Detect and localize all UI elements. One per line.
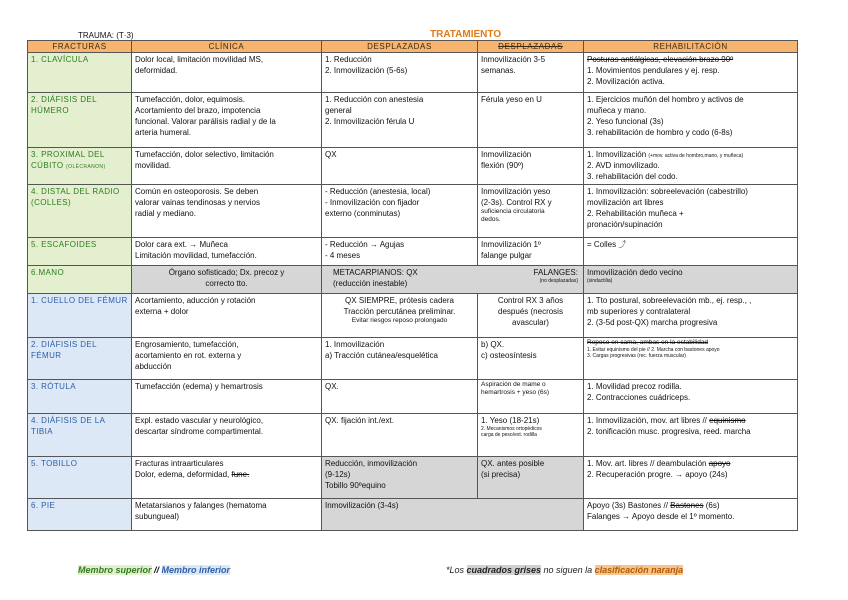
clinica-cell: Tumefacción (edema) y hemartrosis — [132, 380, 322, 414]
table-row — [28, 266, 798, 294]
col-no-desplazadas: DESPLAZADAS — [478, 41, 584, 53]
clinica-cell: Engrosamiento, tumefacción, acortamiento en rot. externa y abducción — [132, 338, 322, 380]
desplazadas-cell: 1. Inmovilización a) Tracción cutánea/esquelética — [322, 338, 478, 380]
falanges-note: (no desplazadas) — [539, 278, 578, 284]
table-row — [28, 457, 798, 499]
table-row — [28, 338, 798, 380]
col-desplazadas: DESPLAZADAS — [322, 41, 478, 53]
clinica-cell: Acortamiento, aducción y rotación externa + dolor — [132, 294, 322, 338]
fracture-name: 4. DISTAL DEL RADIO (COLLES) — [28, 185, 132, 238]
desplazadas-cell: QX SIEMPRE, prótesis cadera Tracción percutánea preliminar. Evitar riesgos reposo prolongado — [322, 294, 478, 338]
table-row — [28, 53, 798, 93]
desplazadas-cell: - Reducción → Agujas - 4 meses — [322, 238, 478, 266]
no-desplazadas-cell: b) QX. c) osteosíntesis — [478, 338, 584, 380]
fracture-name: 6. PIE — [28, 499, 132, 531]
clinica-cell: Tumefacción, dolor selectivo, limitación movilidad. — [132, 148, 322, 185]
falanges-label: FALANGES: — [533, 268, 578, 277]
desplazadas-cell: QX — [322, 148, 478, 185]
table-row — [28, 185, 798, 238]
fracture-name: 6.MANO — [28, 266, 132, 294]
fracture-name: 4. DIÁFISIS DE LA TIBIA — [28, 414, 132, 457]
clinica-cell: Metatarsianos y falanges (hematoma subungueal) — [132, 499, 322, 531]
legend-lower: Membro inferior — [161, 565, 231, 575]
fracture-name: 1. CLAVÍCULA — [28, 53, 132, 93]
fracture-name: 5. TOBILLO — [28, 457, 132, 499]
rehab-cell: 1. Inmovilización (+mov. activa de hombro,mano, y muñeca) 2. AVD inmovilizado. 3. rehabilitación del codo. — [584, 148, 798, 185]
table-row — [28, 238, 798, 266]
rehab-cell: Inmovilización dedo vecino (sindactilia) — [584, 266, 798, 294]
desplazadas-cell: QX. — [322, 380, 478, 414]
table-row — [28, 148, 798, 185]
rehab-cell: Apoyo (3s) Bastones // Bastones (6s) Falanges → Apoyo desde el 1º momento. — [584, 499, 798, 531]
fracture-name: 2. DIÁFISIS DEL FÉMUR — [28, 338, 132, 380]
desplazadas-cell: Reducción, inmovilización (9-12s) Tobillo 90ºequino — [322, 457, 478, 499]
table-row — [28, 380, 798, 414]
fractures-table — [27, 40, 798, 531]
fracture-name: 3. PROXIMAL DEL CÚBITO (OLÉCRANON) — [28, 148, 132, 185]
no-desplazadas-cell: QX. antes posible (si precisa) — [478, 457, 584, 499]
rehab-cell: 1. Mov. art. libres // deambulación apoyo 2. Recuperación progre. → apoyo (24s) — [584, 457, 798, 499]
note-orange: clasificación naranja — [594, 565, 684, 575]
metacarpianos-note: (reducción inestable) — [333, 279, 408, 288]
table-row — [28, 294, 798, 338]
clinica-cell: Dolor local, limitación movilidad MS, deformidad. — [132, 53, 322, 93]
no-desplazadas-cell: 1. Yeso (18-21s) 2. Mecanismos ortopédicos carga de peso/ext. rodilla — [478, 414, 584, 457]
rehab-cell: Posturas antiálgicas, elevación brazo 90º 1. Movimientos pendulares y ej. resp. 2. Movilización activa. — [584, 53, 798, 93]
desplazadas-cell: 1. Reducción con anestesia general 2. Inmovilización férula U — [322, 93, 478, 148]
table-row — [28, 93, 798, 148]
fracture-name: 2. DIÁFISIS DEL HÚMERO — [28, 93, 132, 148]
rehab-cell: 1. Movilidad precoz rodilla. 2. Contracciones cuádriceps. — [584, 380, 798, 414]
col-fracturas: FRACTURAS — [28, 41, 132, 53]
no-desplazadas-cell: Férula yeso en U — [478, 93, 584, 148]
desplazadas-cell: - Reducción (anestesia, local) - Inmovilización con fijador externo (conminutas) — [322, 185, 478, 238]
no-desplazadas-cell: Inmovilización flexión (90º) — [478, 148, 584, 185]
footnote: *Los cuadrados grises no siguen la clasificación naranja — [446, 565, 684, 575]
trauma-caption: TRAUMA: (T·3) — [78, 31, 134, 40]
desplazadas-cell: QX. fijación int./ext. — [322, 414, 478, 457]
rehab-cell: 1. Ejercicios muñón del hombro y activos de muñeca y mano. 2. Yeso funcional (3s) 3. rehabilitación de hombro y codo (6-8s) — [584, 93, 798, 148]
rehab-cell: Reposo en cama, ambas en la estabilidad 1. Evitar equinismo del pie // 2. Marcha con bastones apoyo 3. Cargas progresivas (rec. fuerza muscular) — [584, 338, 798, 380]
fracture-name: 5. ESCAFOIDES — [28, 238, 132, 266]
metacarpianos-label: METACARPIANOS: QX — [333, 268, 418, 277]
no-desplazadas-cell: Inmovilización 3-5 semanas. — [478, 53, 584, 93]
desplazadas-cell: 1. Reducción 2. Inmovilización (5-6s) — [322, 53, 478, 93]
table-row — [28, 499, 798, 531]
note-grey: cuadrados grises — [466, 565, 542, 575]
clinica-cell: Común en osteoporosis. Se deben valorar vainas tendinosas y nervios radial y mediano. — [132, 185, 322, 238]
clinica-cell: Tumefacción, dolor, equimosis. Acortamiento del brazo, impotencia funcional. Valorar parálisis radial y de la arteria humeral. — [132, 93, 322, 148]
clinica-cell: Órgano sofisticado; Dx. precoz y correcto tto. — [132, 266, 322, 294]
fracture-name: 1. CUELLO DEL FÉMUR — [28, 294, 132, 338]
tratamiento-caption: TRATAMIENTO — [430, 29, 502, 40]
clinica-cell: Expl. estado vascular y neurológico, descartar síndrome compartimental. — [132, 414, 322, 457]
fracture-name: 3. RÓTULA — [28, 380, 132, 414]
no-desplazadas-cell: Control RX 3 años después (necrosis avascular) — [478, 294, 584, 338]
no-desplazadas-cell: Inmovilización 1º falange pulgar — [478, 238, 584, 266]
desplazadas-cell: Inmovilización (3-4s) — [322, 499, 584, 531]
no-desplazadas-cell: Inmovilización yeso (2-3s). Control RX y suficiencia circulatoria dedos. — [478, 185, 584, 238]
legend-upper: Membro superior — [78, 565, 152, 575]
rehab-cell: 1. Inmovilización, mov. art libres // equinismo 2. tonificación musc. progresiva, reed. marcha — [584, 414, 798, 457]
no-desplazadas-cell: Aspiración de mame o hemartrosis + yeso (6s) — [478, 380, 584, 414]
clinica-cell: Fracturas intraarticulares Dolor, edema, deformidad, fune. — [132, 457, 322, 499]
mano-treatment-cell — [322, 266, 584, 294]
legend-sep: // — [151, 565, 162, 575]
rehab-cell: = Colles ⤴ — [584, 238, 798, 266]
col-clinica: CLÍNICA — [132, 41, 322, 53]
table-row — [28, 414, 798, 457]
clinica-cell: Dolor cara ext. → Muñeca Limitación movilidad, tumefacción. — [132, 238, 322, 266]
legend — [78, 565, 230, 575]
rehab-cell: 1. Tto postural, sobreelevación mb., ej. resp., , mb superiores y contralateral 2. (3-5d post-QX) marcha progresiva — [584, 294, 798, 338]
col-rehabilitacion: REHABILITACIÓN — [584, 41, 798, 53]
header-row — [28, 41, 798, 53]
rehab-cell: 1. Inmovilización: sobreelevación (cabestrillo) movilización art libres 2. Rehabilitación muñeca + pronación/supinación — [584, 185, 798, 238]
